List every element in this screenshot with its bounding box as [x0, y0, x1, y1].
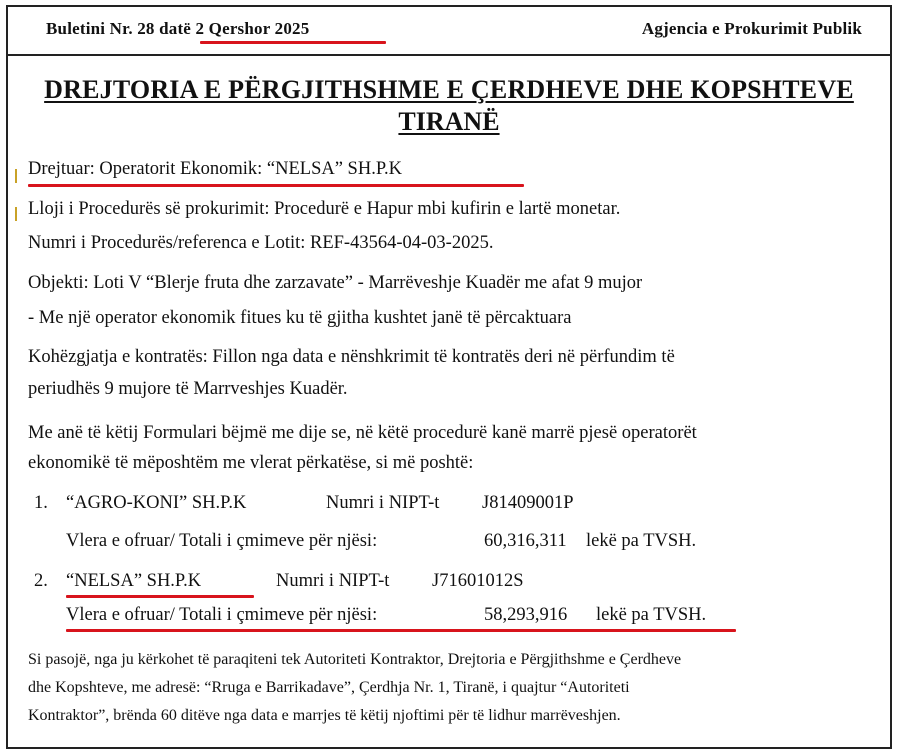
contract-duration: Kohëzgjatja e kontratës: Fillon nga data e nënshkrimit të kontratës deri në përfundim të	[28, 347, 675, 367]
bidder-value-suffix: lekë pa TVSH.	[586, 531, 697, 551]
footer-notice: Si pasojë, nga ju kërkohet të paraqiteni tek Autoriteti Kontraktor, Drejtoria e Përgjithshme e Çerdheve	[28, 651, 682, 668]
bidder-value-label: Vlera e ofruar/ Totali i çmimeve për njësi:	[66, 605, 378, 625]
bidder-value: 60,316,311	[484, 531, 567, 551]
agency-name: Agjencia e Prokurimit Publik	[641, 19, 862, 38]
procedure-type: Lloji i Procedurës së prokurimit: Procedurë e Hapur mbi kufirin e lartë monetar.	[28, 199, 621, 219]
red-underline-value	[66, 629, 736, 632]
red-underline-addressee	[28, 184, 524, 187]
bidder-name: “AGRO-KONI” SH.P.K	[66, 493, 247, 513]
procedure-reference: Numri i Procedurës/referenca e Lotit: REF-43564-04-03-2025.	[28, 233, 494, 253]
procedure-object-note: - Me një operator ekonomik fitues ku të gjitha kushtet janë të përcaktuara	[28, 308, 572, 328]
bidder-value-suffix: lekë pa TVSH.	[596, 605, 707, 625]
bidder-index: 2.	[34, 571, 48, 591]
footer-notice-cont: dhe Kopshteve, me adresë: “Rruga e Barrikadave”, Çerdhja Nr. 1, Tiranë, i quajtur “Autoriteti	[28, 679, 630, 696]
bidder-value-label: Vlera e ofruar/ Totali i çmimeve për njësi:	[66, 531, 378, 551]
contract-duration-cont: periudhës 9 mujore të Marrveshjes Kuadër.	[28, 379, 348, 399]
bidder-value: 58,293,916	[484, 605, 568, 625]
header-rule	[8, 54, 890, 56]
bidder-index: 1.	[34, 493, 48, 513]
page-title-city: TIRANË	[398, 107, 500, 136]
footer-notice-end: Kontraktor”, brënda 60 ditëve nga data e marrjes të këtij njoftimi për të lidhur marrëveshjen.	[28, 707, 621, 724]
participants-intro-cont: ekonomikë të mëposhtëm me vlerat përkatëse, si më poshtë:	[28, 453, 474, 473]
bidder-nipt-label: Numri i NIPT-t	[276, 571, 390, 591]
red-underline-date	[200, 41, 386, 44]
bidder-name-winner: “NELSA” SH.P.K	[66, 571, 202, 591]
participants-intro: Me anë të këtij Formulari bëjmë me dije se, në këtë procedurë kanë marrë pjesë operatorët	[28, 423, 697, 443]
margin-mark	[15, 207, 17, 221]
procedure-object: Objekti: Loti V “Blerje fruta dhe zarzavate” - Marrëveshje Kuadër me afat 9 mujor	[28, 273, 643, 293]
bidder-nipt: J81409001P	[482, 493, 574, 513]
page-title: DREJTORIA E PËRGJITHSHME E ÇERDHEVE DHE KOPSHTEVE	[44, 75, 854, 104]
bidder-nipt: J71601012S	[432, 571, 524, 591]
red-underline-winner	[66, 595, 254, 598]
document-page	[6, 5, 892, 749]
margin-mark	[15, 169, 17, 183]
bidder-nipt-label: Numri i NIPT-t	[326, 493, 440, 513]
bulletin-number: Buletini Nr. 28 datë 2 Qershor 2025	[46, 19, 310, 38]
addressed-to: Drejtuar: Operatorit Ekonomik: “NELSA” SH.P.K	[28, 159, 403, 179]
